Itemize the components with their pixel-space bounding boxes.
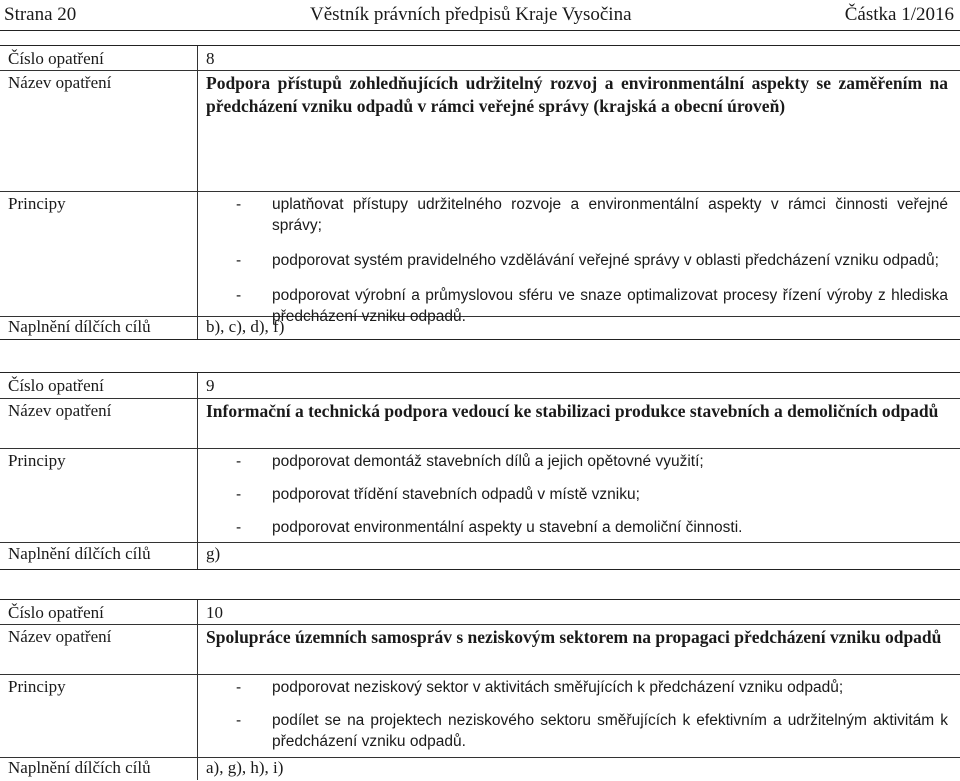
measure-name: Informační a technická podpora vedoucí ke stabilizaci produkce stavebních a demoličních odpadů [206, 401, 939, 421]
label-cislo: Číslo opatření [8, 376, 104, 395]
principle-item: - podílet se na projektech neziskového sektoru směřujících k efektivním a udržitelným aktivitám k předcházení vzniku odpadů. [236, 712, 948, 750]
row-number [0, 373, 960, 399]
principle-item: - podporovat environmentální aspekty u stavební a demoliční činnosti. [236, 519, 743, 536]
row-name [0, 398, 960, 449]
row-name [0, 624, 960, 675]
row-name [0, 70, 960, 192]
principle-item: - podporovat třídění stavebních odpadů v místě vzniku; [236, 486, 640, 503]
row-goals [0, 316, 960, 339]
page-number: Strana 20 [4, 4, 77, 25]
page-header [0, 0, 960, 31]
label-naplneni: Naplnění dílčích cílů [8, 317, 151, 336]
journal-title: Věstník právních předpisů Kraje Vysočina [310, 4, 632, 25]
label-nazev: Název opatření [8, 73, 112, 92]
measure-table [0, 372, 960, 570]
issue-number: Částka 1/2016 [844, 4, 954, 25]
principle-item: - podporovat neziskový sektor v aktivitách směřujících k předcházení vzniku odpadů; [236, 679, 844, 696]
measure-name: Podpora přístupů zohledňujících udržitelný rozvoj a environmentální aspekty se zaměřením na předcházení vzniku odpadů v rámci veřejné správy (krajská a obecní úroveň) [206, 73, 948, 116]
measure-table [0, 45, 960, 340]
goals-value: g) [206, 544, 221, 563]
row-goals [0, 542, 960, 569]
row-principles [0, 191, 960, 325]
label-nazev: Název opatření [8, 627, 112, 646]
principles-list [236, 677, 948, 752]
measure-name: Spolupráce územních samospráv s neziskovým sektorem na propagaci předcházení vzniku odpadů [206, 627, 942, 647]
label-naplneni: Naplnění dílčích cílů [8, 758, 151, 777]
measure-table [0, 599, 960, 780]
label-cislo: Číslo opatření [8, 603, 104, 622]
label-naplneni: Naplnění dílčích cílů [8, 544, 151, 563]
principle-item: - podporovat výrobní a průmyslovou sféru ve snaze optimalizovat procesy řízení výroby z hlediska předcházení vzniku odpadů. [236, 287, 948, 325]
row-number [0, 600, 960, 625]
measure-number: 8 [206, 49, 215, 68]
measure-number: 10 [206, 603, 223, 622]
row-goals [0, 757, 960, 780]
label-cislo: Číslo opatření [8, 49, 104, 68]
goals-value: a), g), h), i) [206, 758, 284, 777]
principle-item: - podporovat demontáž stavebních dílů a jejich opětovné využití; [236, 453, 704, 470]
principle-item: - uplatňovat přístupy udržitelného rozvoje a environmentální aspekty v rámci činnosti veřejné správy; [236, 196, 948, 234]
label-principy: Principy [8, 677, 66, 696]
principle-item: - podporovat systém pravidelného vzdělávání veřejné správy v oblasti předcházení vzniku odpadů; [236, 252, 939, 269]
row-principles [0, 674, 960, 758]
label-principy: Principy [8, 451, 66, 470]
goals-value: b), c), d), f) [206, 317, 285, 336]
principles-list [236, 194, 948, 327]
label-nazev: Název opatření [8, 401, 112, 420]
measure-number: 9 [206, 376, 215, 395]
principles-list [236, 451, 948, 538]
label-principy: Principy [8, 194, 66, 213]
row-principles [0, 448, 960, 543]
row-number [0, 46, 960, 71]
